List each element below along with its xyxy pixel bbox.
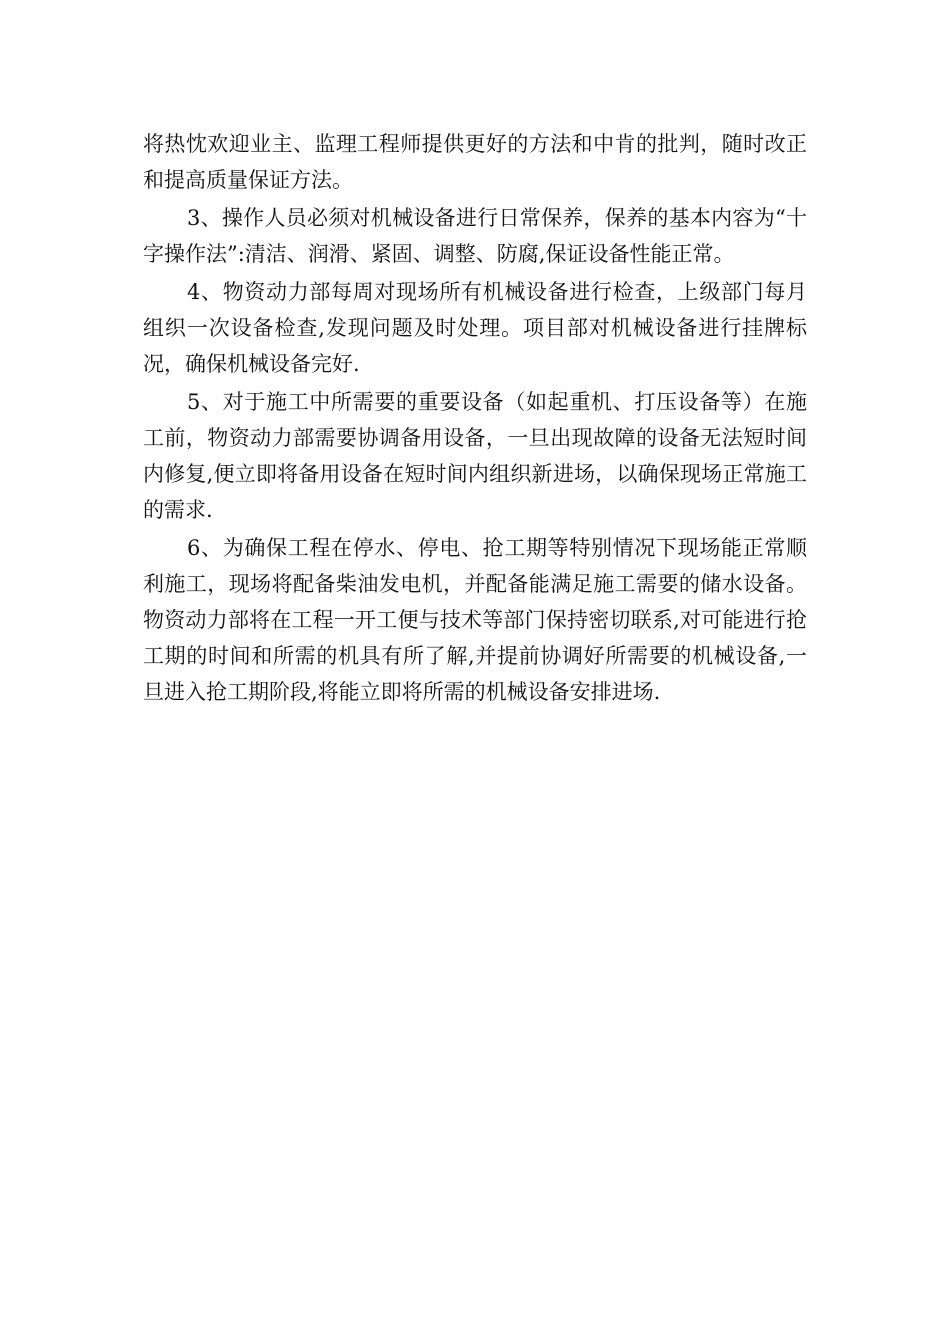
- document-body: [143, 126, 807, 712]
- paragraph-continuation: 将热忱欢迎业主、监理工程师提供更好的方法和中肯的批判，随时改正和提高质量保证方法。: [143, 132, 807, 192]
- paragraph-item-6: 6、为确保工程在停水、停电、抢工期等特别情况下现场能正常顺利施工，现场将配备柴油发电机，并配备能满足施工需要的储水设备。物资动力部将在工程一开工便与技术等部门保持密切联系,对可能进行抢工期的时间和所需的机具有所了解,并提前协调好所需要的机械设备,一旦进入抢工期阶段,将能立即将所需的机械设备安排进场.: [143, 536, 807, 704]
- paragraph-item-3: 3、操作人员必须对机械设备进行日常保养，保养的基本内容为“十字操作法”:清洁、润滑、紧固、调整、防腐,保证设备性能正常。: [143, 206, 807, 266]
- paragraph-item-4: 4、物资动力部每周对现场所有机械设备进行检查，上级部门每月组织一次设备检查,发现问题及时处理。项目部对机械设备进行挂牌标况，确保机械设备完好.: [143, 280, 807, 376]
- paragraph-item-5: 5、对于施工中所需要的重要设备（如起重机、打压设备等）在施工前，物资动力部需要协调备用设备，一旦出现故障的设备无法短时间内修复,便立即将备用设备在短时间内组织新进场，以确保现场正常施工的需求.: [143, 390, 807, 522]
